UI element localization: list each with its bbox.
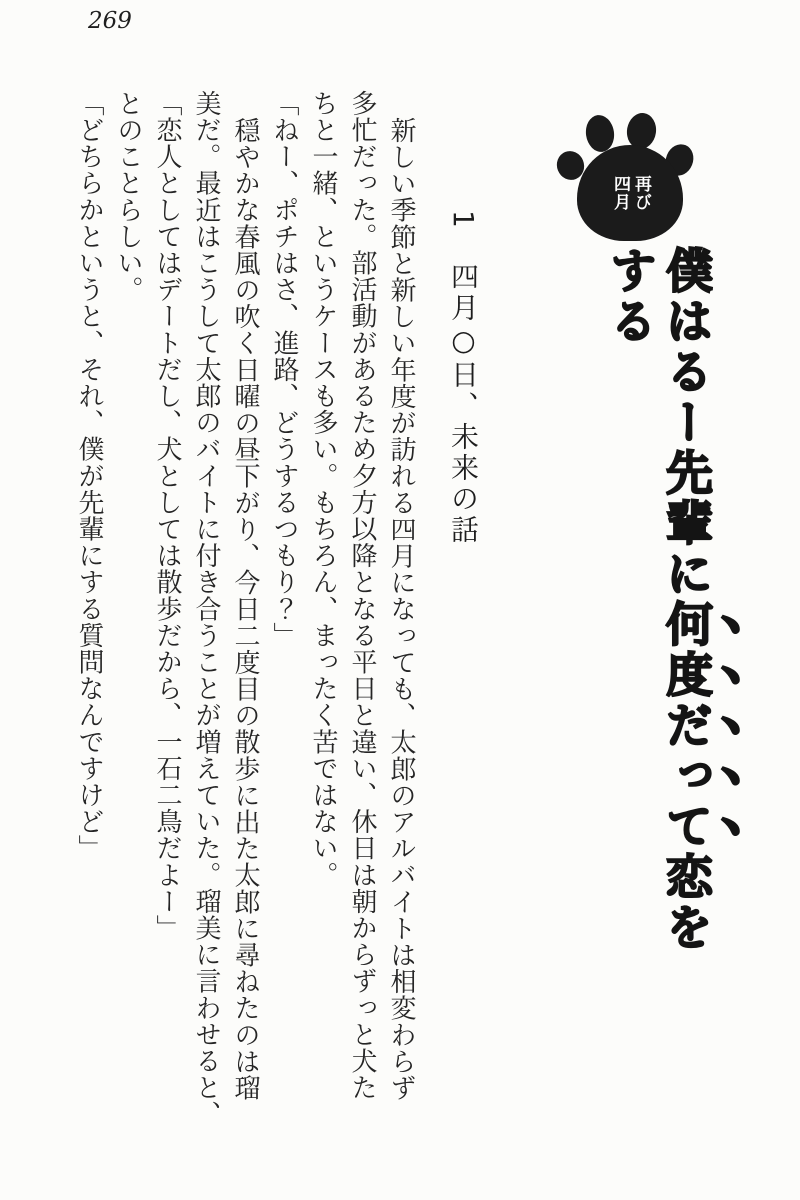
- body-text: [64, 90, 420, 1128]
- chapter-badge-line-1: 再び: [631, 175, 651, 211]
- chapter-title-emphasis: 何度だって: [658, 599, 713, 852]
- chapter-title: [601, 246, 748, 986]
- body-line: 美だ。最近はこうして太郎のバイトに付き合うことが増えていた。瑠美に言わせると、: [191, 90, 221, 1128]
- chapter-title-prefix: 僕はるー先輩に: [658, 246, 713, 600]
- paw-pad-icon: [577, 145, 683, 241]
- page-number: 269: [88, 8, 132, 34]
- chapter-badge-line-2: 四月: [610, 175, 630, 211]
- chapter-badge: [609, 175, 651, 211]
- body-line: 穏やかな春風の吹く日曜の昼下がり、今日二度目の散歩に出た太郎に尋ねたのは瑠: [230, 117, 260, 1102]
- body-line: とのことらしい。: [113, 90, 143, 303]
- body-line: 新しい季節と新しい年度が訪れる四月になっても、太郎のアルバイトは相変わらず: [386, 117, 416, 1102]
- body-line: 多忙だった。部活動があるため夕方以降となる平日と違い、休日は朝からずっと犬た: [347, 90, 377, 1101]
- chapter-title-suffix: 恋をする: [602, 246, 713, 953]
- body-line: 「ねー、ポチはさ、進路、どうするつもり？」: [269, 90, 299, 649]
- section-heading: 1 四月○日、未来の話: [447, 210, 480, 546]
- body-line: ちと一緒、というケースも多い。もちろん、まったく苦ではない。: [308, 90, 338, 888]
- body-line: 「恋人としてはデートだし、犬としては散歩だから、一石二鳥だよー」: [152, 90, 182, 942]
- body-line: 「どちらかというと、それ、僕が先輩にする質問なんですけど」: [74, 90, 104, 862]
